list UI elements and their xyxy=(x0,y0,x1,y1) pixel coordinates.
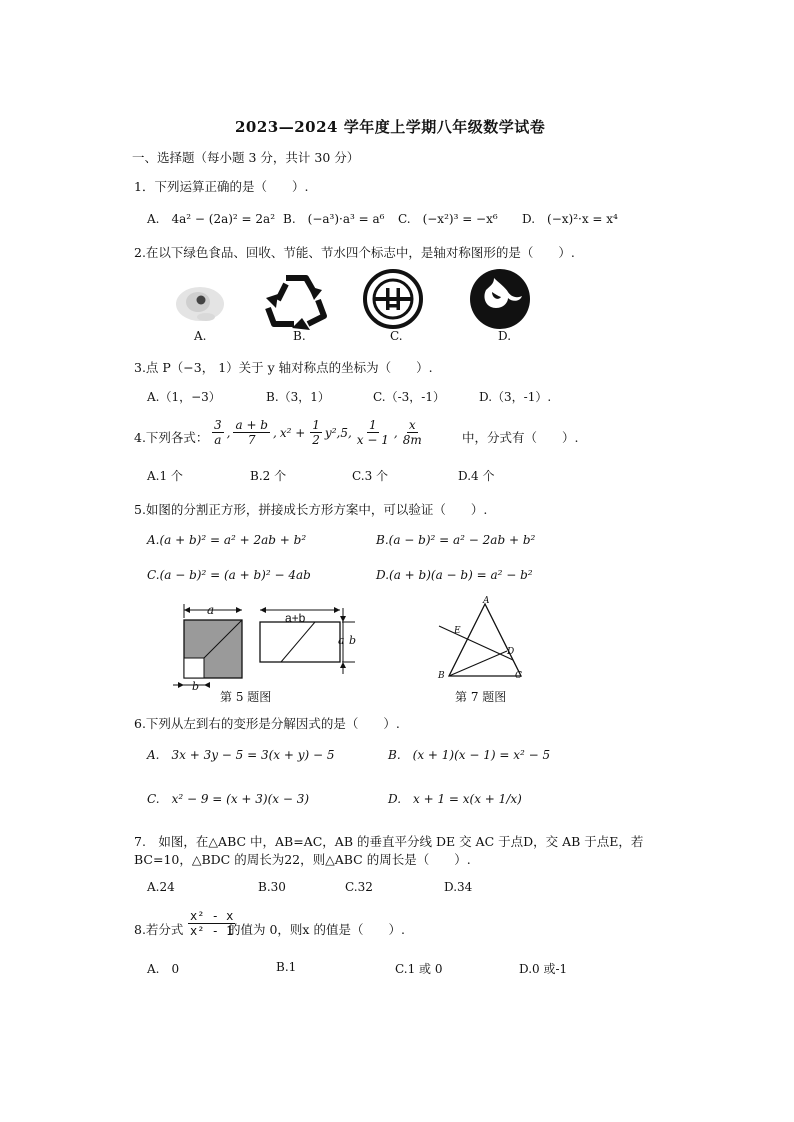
q2-label-a: A. xyxy=(194,329,207,343)
q4-option-c[interactable]: C.3 个 xyxy=(352,469,389,483)
q4-expression-list: $\frac{3}{a}$ , $\frac{a + b}{7}$ , x² + $\frac{1}{2}$ y²,5, $\frac{1}{x - 1}$ , $\frac{x}{8m}$ xyxy=(214,418,422,447)
q4-option-d[interactable]: D.4 个 xyxy=(458,469,495,483)
question-2-stem: 2.在以下绿色食品、回收、节能、节水四个标志中，是轴对称图形的是（ ）. xyxy=(134,245,575,260)
q8-option-a[interactable]: A. 0 xyxy=(147,962,180,976)
q3-option-d[interactable]: D.（3，-1）. xyxy=(479,390,552,404)
q5-option-a[interactable]: A.(a + b)² = a² + 2ab + b² xyxy=(147,533,307,547)
q3-option-a[interactable]: A.（1，−3） xyxy=(147,390,221,404)
q8-denominator: x² - 1 xyxy=(190,924,234,938)
question-8-prefix: 8.若分式 xyxy=(134,922,184,937)
q4-option-a[interactable]: A.1 个 xyxy=(147,469,183,483)
q2-label-c: C. xyxy=(390,329,403,343)
fig7-caption: 第 7 题图 xyxy=(455,690,507,704)
q8-option-c[interactable]: C.1 或 0 xyxy=(395,962,443,976)
fig5-label-a-right: a xyxy=(338,634,345,647)
q7-option-a[interactable]: A.24 xyxy=(147,880,175,894)
q2-label-d: D. xyxy=(498,329,512,343)
fig7-segment-bd xyxy=(449,651,507,676)
recycle-logo-icon[interactable] xyxy=(264,270,328,330)
fig5-label-b-right: b xyxy=(349,634,357,647)
q4-option-b[interactable]: B.2 个 xyxy=(250,469,287,483)
q5-option-b[interactable]: B.(a − b)² = a² − 2ab + b² xyxy=(376,533,536,547)
q2-label-b: B. xyxy=(293,329,306,343)
q7-option-d[interactable]: D.34 xyxy=(444,880,473,894)
q1-option-a[interactable]: A. 4a² − (2a)² = 2a² xyxy=(147,212,276,226)
question-3-stem: 3.点 P（−3， 1）关于 y 轴对称点的坐标为（ ）. xyxy=(134,360,433,375)
q7-option-b[interactable]: B.30 xyxy=(258,880,286,894)
question-8-suffix: 的值为 0，则x 的值是（ ）. xyxy=(228,922,405,937)
q4-expr-3-over-a: $\frac{3}{a}$ xyxy=(214,418,222,447)
q4-expr-1-over-x-minus-1: $\frac{1}{x - 1}$ xyxy=(356,418,389,447)
fig5-label-a-plus-b: a+b xyxy=(285,611,306,625)
q8-option-b[interactable]: B.1 xyxy=(276,960,297,974)
q1-option-c[interactable]: C. (−x²)³ = −x⁶ xyxy=(398,212,498,226)
fig7-perpendicular-bisector xyxy=(439,626,513,660)
q3-option-b[interactable]: B.（3，1） xyxy=(266,390,330,404)
q5-option-c[interactable]: C.(a − b)² = (a + b)² − 4ab xyxy=(147,568,311,582)
green-food-logo-icon[interactable] xyxy=(168,277,232,333)
water-saving-logo-icon[interactable] xyxy=(468,268,532,330)
fig5-caption: 第 5 题图 xyxy=(220,690,272,704)
question-6-stem: 6.下列从左到右的变形是分解因式的是（ ）. xyxy=(134,716,400,731)
fig7-label-e: E xyxy=(454,626,461,636)
question-7-line-2: BC=10，△BDC 的周长为22，则△ABC 的周长是（ ）. xyxy=(134,852,471,867)
fig5-label-b-bottom: b xyxy=(192,680,200,693)
q6-option-a[interactable]: A. 3x + 3y − 5 = 3(x + y) − 5 xyxy=(147,748,335,762)
q5-option-d[interactable]: D.(a + b)(a − b) = a² − b² xyxy=(376,568,533,582)
figure-5-diagram xyxy=(165,602,360,692)
energy-saving-logo-icon[interactable] xyxy=(362,268,424,330)
fig7-label-b: B xyxy=(438,671,445,681)
q6-option-d[interactable]: D. x + 1 = x(x + 1/x) xyxy=(388,792,522,806)
q4-expr-a-plus-b-over-7: $\frac{a + b}{7}$ xyxy=(235,418,268,447)
page-title: 2023—2024 学年度上学期八年级数学试卷 xyxy=(235,118,546,136)
q3-option-c[interactable]: C.（-3，-1） xyxy=(373,390,445,404)
q6-option-c[interactable]: C. x² − 9 = (x + 3)(x − 3) xyxy=(147,792,310,806)
question-4-prefix: 4.下列各式： xyxy=(134,430,209,445)
q6-option-b[interactable]: B. (x + 1)(x − 1) = x² − 5 xyxy=(388,748,551,762)
fig7-label-a: A xyxy=(483,596,490,606)
q1-option-d[interactable]: D. (−x)²·x = x⁴ xyxy=(522,212,618,226)
fig7-triangle-abc xyxy=(449,604,521,676)
fig5-label-a: a xyxy=(207,603,215,617)
q4-expr-x-over-8m: $\frac{x}{8m}$ xyxy=(402,418,422,447)
fig7-label-c: C xyxy=(515,671,522,681)
fig7-label-d: D xyxy=(507,647,515,657)
question-5-stem: 5.如图的分割正方形，拼接成长方形方案中，可以验证（ ）. xyxy=(134,502,488,517)
q8-option-d[interactable]: D.0 或-1 xyxy=(519,962,568,976)
q1-option-b[interactable]: B. (−a³)·a³ = a⁶ xyxy=(283,212,385,226)
q4-expr-half: $\frac{1}{2}$ xyxy=(312,418,320,447)
q8-numerator: x² - x xyxy=(190,909,234,923)
section-heading: 一、选择题（每小题 3 分，共计 30 分） xyxy=(132,150,360,165)
question-4-suffix: 中，分式有（ ）. xyxy=(462,430,579,445)
question-7-line-1: 7. 如图，在△ABC 中，AB=AC，AB 的垂直平分线 DE 交 AC 于点D，交 AB 于点E，若 xyxy=(134,834,644,849)
q7-option-c[interactable]: C.32 xyxy=(345,880,373,894)
question-1-stem: 1．下列运算正确的是（ ）. xyxy=(134,179,309,194)
fig5-rectangle xyxy=(260,622,340,662)
